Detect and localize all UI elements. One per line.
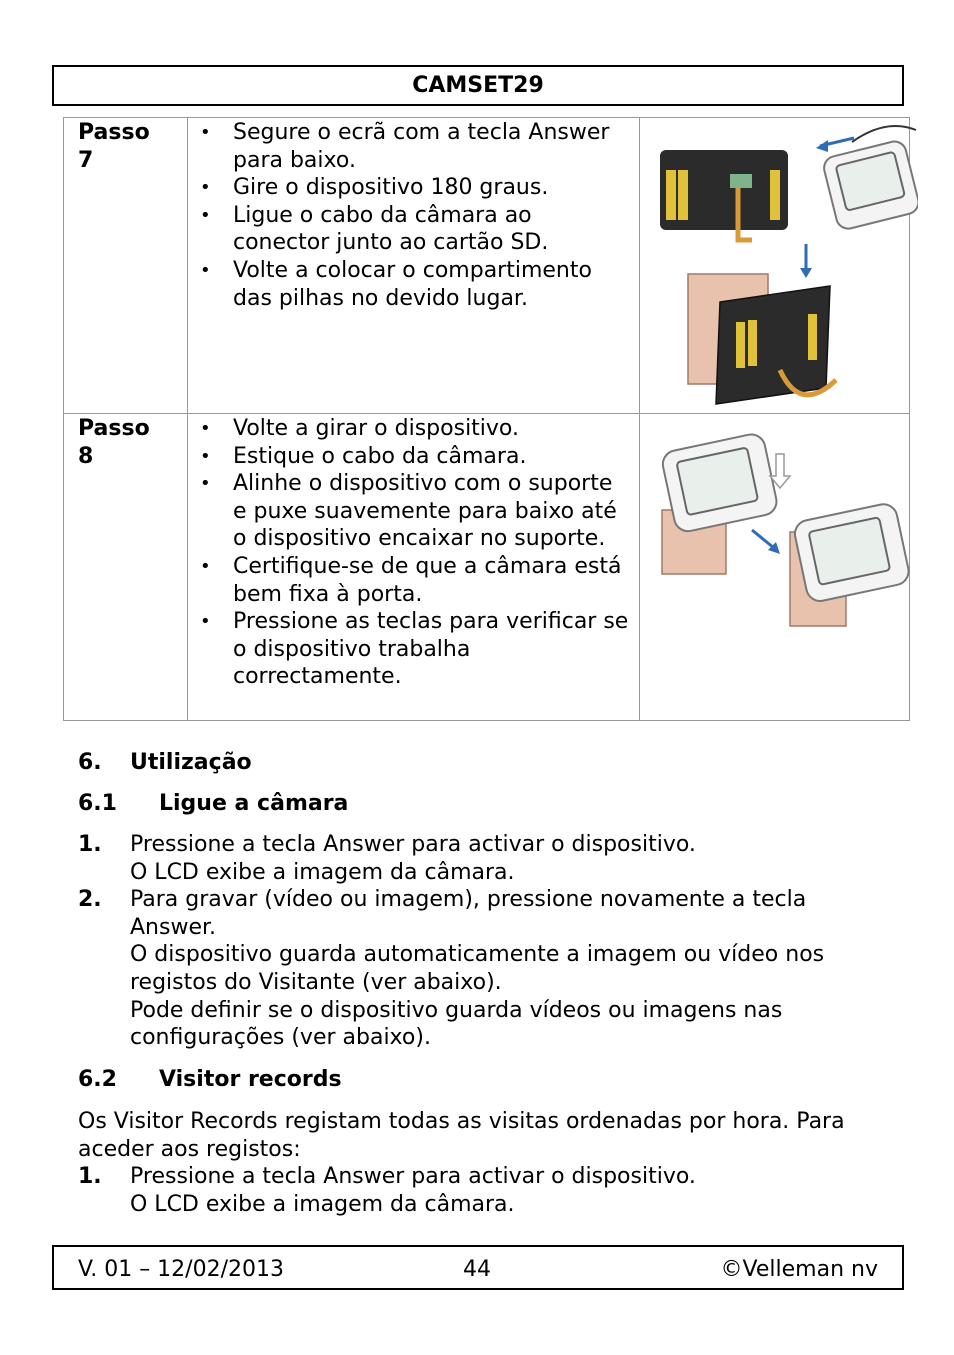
step-instructions (188, 118, 640, 414)
mounting-illustration (640, 414, 910, 664)
step-label-cell (64, 414, 188, 721)
list-text: Para gravar (vídeo ou imagem), pressione novamente a tecla Answer. (130, 887, 807, 940)
arrow-head (800, 268, 812, 278)
list-text: Pode definir se o dispositivo guarda vídeos ou imagens nas configurações (ver abaixo). (130, 997, 783, 1051)
step-label: Passo (78, 120, 150, 145)
list-text: O LCD exibe a imagem da câmara. (130, 1191, 515, 1217)
step-bullet: • Gire o dispositivo 180 graus. (200, 174, 631, 202)
subsection-heading (78, 790, 349, 818)
list-text: O dispositivo guarda automaticamente a imagem ou vídeo nos registos do Visitante (ver abaixo). (130, 942, 825, 995)
step-row (64, 118, 910, 414)
step-bullet: • Segure o ecrã com a tecla Answer para baixo. (200, 119, 631, 174)
footer-page-number: 44 (463, 1257, 491, 1282)
battery (748, 320, 757, 366)
step-number: 8 (78, 443, 94, 469)
list-item (78, 1163, 878, 1218)
battery (808, 314, 817, 360)
section-number: 6. (78, 750, 102, 775)
battery (678, 170, 688, 220)
diagonal-arrow (752, 530, 774, 548)
step-bullet: • Certifique-se de que a câmara está bem fixa à porta. (200, 553, 631, 608)
list-text: O LCD exibe a imagem da câmara. (130, 859, 515, 885)
document-footer (52, 1245, 904, 1290)
list-number: 1. (78, 1164, 102, 1189)
list-text: Pressione a tecla Answer para activar o dispositivo. (130, 832, 696, 857)
step-illustration-cell (640, 118, 910, 414)
arrow-head (816, 140, 828, 152)
step-number: 7 (78, 147, 94, 173)
section-heading (78, 749, 252, 777)
step-label: Passo (78, 416, 150, 441)
footer-copyright: ©Velleman nv (720, 1257, 878, 1282)
step-label-cell (64, 118, 188, 414)
battery (736, 322, 745, 368)
subsection-number: 6.1 (78, 791, 117, 816)
step-row (64, 414, 910, 721)
step-bullet: • Volte a colocar o compartimento das pilhas no devido lugar. (200, 257, 631, 312)
document-header (52, 65, 904, 106)
step-instructions (188, 414, 640, 721)
numbered-list (78, 831, 878, 1052)
header-title: CAMSET29 (412, 73, 544, 98)
subsection-heading (78, 1066, 342, 1094)
step-illustration-cell (640, 414, 910, 721)
section-title: Utilização (130, 750, 252, 775)
intro-paragraph: Os Visitor Records registam todas as visitas ordenadas por hora. Para aceder aos registos: (78, 1109, 845, 1162)
battery (666, 170, 676, 220)
battery (770, 170, 780, 220)
list-item (78, 831, 878, 886)
step-bullet: • Pressione as teclas para verificar se o dispositivo trabalha correctamente. (200, 608, 631, 691)
step-bullet: • Alinhe o dispositivo com o suporte e puxe suavemente para baixo até o dispositivo encaixar no suporte. (200, 470, 631, 553)
numbered-list (78, 1163, 878, 1218)
list-number: 2. (78, 887, 102, 913)
footer-version: V. 01 – 12/02/2013 (78, 1257, 284, 1282)
step-bullet: • Ligue o cabo da câmara ao conector junto ao cartão SD. (200, 202, 631, 257)
subsection-title: Ligue a câmara (159, 791, 349, 816)
subsection-number: 6.2 (78, 1067, 117, 1092)
step-bullet: • Estique o cabo da câmara. (200, 443, 631, 471)
list-text: Pressione a tecla Answer para activar o dispositivo. (130, 1164, 696, 1189)
step-bullet: • Volte a girar o dispositivo. (200, 415, 631, 443)
list-number: 1. (78, 832, 102, 857)
rotate-arrow (852, 126, 916, 142)
battery-compartment-illustration (640, 118, 918, 414)
list-item (78, 886, 878, 1052)
sd-connector (730, 174, 752, 188)
subsection-title: Visitor records (159, 1067, 342, 1092)
installation-steps-table (63, 117, 910, 721)
